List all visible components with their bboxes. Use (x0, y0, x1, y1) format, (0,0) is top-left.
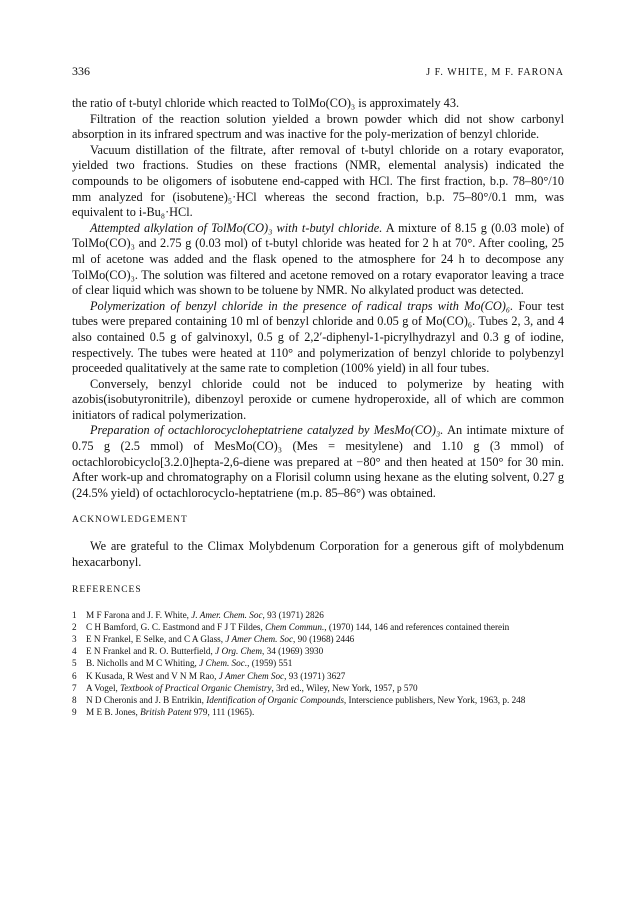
reference-item (72, 609, 564, 621)
reference-number: 6 (72, 670, 77, 681)
reference-text (86, 609, 564, 621)
reference-detail: , (1959) 551 (247, 658, 293, 669)
acknowledgement (72, 539, 564, 570)
reference-text (86, 706, 564, 718)
paragraph-text: Four test tubes were prepared containing 10 ml of benzyl chloride and 0.05 g of Mo(CO)₆. Tubes 2, 3, and 4 also contained 0.5 g of galvinoxyl, 0.5 g of 2,2′-diphenyl-1-picrylhydrazyl and 0.3 g of iodine, respectively. The tubes were heated at 110° and polymerization of benzyl chloride to polybenzyl proceeded qualitatively at the same rate to completion (100% yield) in all four tubes. (72, 298, 565, 376)
references-heading: REFERENCES (72, 584, 142, 595)
reference-detail: A Vogel, (86, 682, 121, 693)
reference-text (86, 670, 564, 682)
reference-source: British Patent (140, 707, 192, 718)
reference-item (72, 670, 564, 682)
paragraph (72, 112, 564, 143)
reference-number: 1 (72, 609, 77, 620)
paragraph (72, 299, 564, 377)
reference-detail: E N Frankel and R. O. Butterfield, (86, 646, 216, 657)
paragraph (72, 377, 564, 424)
acknowledgement-text: We are grateful to the Climax Molybdenum Corporation for a generous gift of molybdenum hexacarbonyl. (72, 539, 564, 570)
reference-item (72, 645, 564, 657)
paragraph-text: A mixture of 8.15 g (0.03 mole) of TolMo(CO)₃ and 2.75 g (0.03 mol) of t-butyl chloride was heated for 2 h at 70°. After cooling, 25 ml of acetone was added and the flask opened to the atmosphere for 24 h to decompose any TolMo(CO)₃. The solution was filtered and acetone removed on a rotary evaporator leaving a trace of clear liquid which was shown to be toluene by NMR. No alkylated product was detected. (72, 220, 564, 298)
paragraph-heading: Attempted alkylation of TolMo(CO)₃ with t-butyl chloride. (90, 220, 383, 235)
paragraph-text: Filtration of the reaction solution yielded a brown powder which did not show carbonyl absorption in its infrared spectrum and was inactive for the poly-merization of benzyl chloride. (72, 111, 564, 142)
paragraph-heading: Polymerization of benzyl chloride in the presence of radical traps with Mo(CO)₆. (90, 298, 514, 313)
reference-source: Textbook of Practical Organic Chemistry (120, 682, 272, 693)
reference-detail: E N Frankel, E Selke, and C A Glass, (86, 634, 226, 645)
paragraph-text: An intimate mixture of 0.75 g (2.5 mmol) of MesMo(CO)₃ (Mes = mesitylene) and 1.10 g (3 mmol) of octachlorobicyclo[3.2.0]hepta-2,6-diene was prepared at −80° and then heated at 150° for 30 min. After work-up and chromatography on a Florisil column using hexane as the eluting solvent, 0.27 g (24.5% yield) of octachlorocyclo-heptatriene (m.p. 85–86°) was obtained. (72, 423, 565, 500)
acknowledgement-heading: ACKNOWLEDGEMENT (72, 515, 188, 526)
reference-number: 4 (72, 646, 77, 657)
reference-text (86, 621, 564, 633)
paragraph-text: Vacuum distillation of the filtrate, after removal of t-butyl chloride on a rotary evaporator, yielded two fractions. Studies on these fractions (NMR, elemental analysis) indicated the compounds to be oligomers of isobutene end-capped with HCl. The first fraction, b.p. 78–80°/10 mm analyzed for (isobutene)₅·HCl whereas the second fraction, b.p. 75–80°/0.1 mm, was equivalent to i-Bu₈·HCl. (72, 142, 564, 220)
reference-source: Identification of Organic Compounds (206, 695, 344, 706)
reference-source: J Chem. Soc. (199, 658, 248, 669)
reference-source: J Amer Chem. Soc (225, 634, 294, 645)
reference-number: 5 (72, 658, 77, 669)
reference-detail: , Interscience publishers, New York, 1963, p. 248 (343, 695, 526, 706)
reference-detail: M F Farona and J. F. White, (86, 609, 192, 620)
reference-detail: , 34 (1969) 3930 (262, 646, 324, 657)
reference-number: 3 (72, 634, 77, 645)
reference-number: 7 (72, 682, 77, 693)
article-body (72, 96, 564, 501)
reference-text (86, 657, 564, 669)
reference-text (86, 694, 564, 706)
reference-text (86, 645, 564, 657)
reference-item (72, 621, 564, 633)
reference-source: J Org. Chem (215, 646, 262, 657)
paragraph (72, 423, 564, 501)
reference-text (86, 682, 564, 694)
paragraph-text: Conversely, benzyl chloride could not be induced to polymerize by heating with azobis(isobutyronitrile), dibenzoyl peroxide or cumene hydroperoxide, all of which are common initiators of radical polymerization. (72, 376, 564, 422)
reference-detail: B. Nicholls and M C Whiting, (86, 658, 200, 669)
reference-detail: , 3rd ed., Wiley, New York, 1957, p 570 (271, 682, 418, 693)
reference-text (86, 633, 564, 645)
reference-number: 9 (72, 707, 77, 718)
reference-detail: , 93 (1971) 3627 (284, 670, 346, 681)
reference-detail: M E B. Jones, (86, 707, 141, 718)
reference-source: J. Amer. Chem. Soc (191, 609, 263, 620)
reference-number: 2 (72, 621, 77, 632)
reference-item (72, 633, 564, 645)
reference-item (72, 706, 564, 718)
reference-detail: C H Bamford, G. C. Eastmond and F J T Fildes, (86, 621, 266, 632)
paragraph-heading: Preparation of octachlorocycloheptatriene catalyzed by MesMo(CO)₃. (90, 423, 444, 438)
references-list (72, 609, 564, 719)
paragraph (72, 96, 564, 112)
paragraph (72, 143, 564, 221)
reference-detail: , 90 (1968) 2446 (293, 634, 355, 645)
paragraph-text: the ratio of t-butyl chloride which reacted to TolMo(CO)₃ is approximately 43. (72, 96, 460, 110)
reference-detail: N D Cheronis and J. B Entrikin, (86, 695, 207, 706)
running-header (72, 64, 564, 84)
reference-detail: 979, 111 (1965). (191, 707, 255, 718)
reference-source: J Amer Chem Soc (218, 670, 285, 681)
page-number: 336 (72, 64, 90, 78)
reference-item (72, 694, 564, 706)
page (72, 64, 564, 718)
paragraph (72, 221, 564, 299)
reference-number: 8 (72, 695, 77, 706)
reference-detail: , 93 (1971) 2826 (262, 609, 324, 620)
reference-detail: , (1970) 144, 146 and references contained therein (324, 621, 510, 632)
running-authors: J F. WHITE, M F. FARONA (426, 67, 564, 78)
reference-detail: K Kusada, R West and V N M Rao, (86, 670, 219, 681)
reference-item (72, 657, 564, 669)
reference-source: Chem Commun. (265, 621, 325, 632)
reference-item (72, 682, 564, 694)
